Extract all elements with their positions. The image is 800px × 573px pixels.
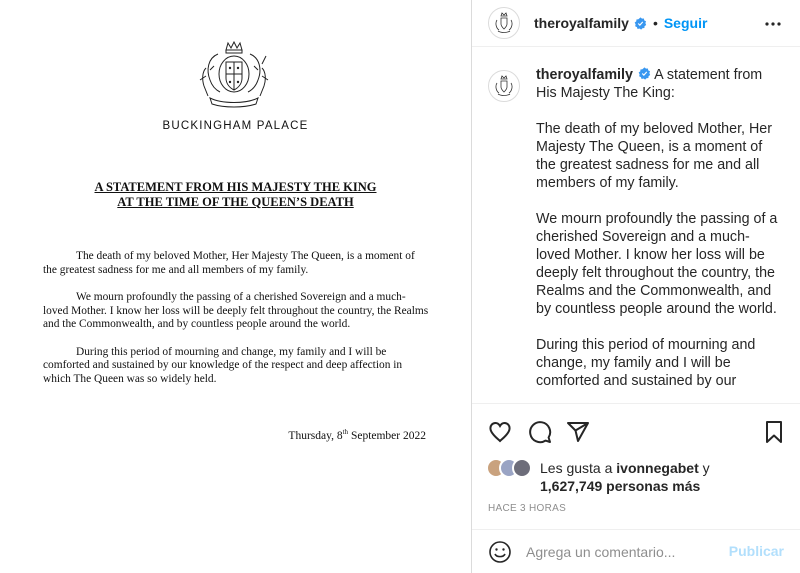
- caption-paragraph: We mourn profoundly the passing of a cherished Sovereign and a much-loved Mother. I know her loss will be deeply felt throughout the country, the Realms and the Commonwealth, and by countless people around the world.: [536, 211, 778, 317]
- caption-text: [536, 66, 781, 404]
- post-caption: [488, 66, 788, 404]
- header-username[interactable]: theroyalfamily: [534, 15, 629, 31]
- comment-icon[interactable]: [528, 420, 552, 444]
- likes-prefix: Les gusta a: [540, 460, 617, 476]
- caption-paragraph: The death of my beloved Mother, Her Majesty The Queen, is a moment of the greatest sadness for me and all members of my family.: [536, 121, 773, 191]
- post-side-panel: [472, 0, 800, 573]
- letter-date-rest: September 2022: [348, 429, 426, 442]
- caption-paragraph: During this period of mourning and change, my family and I will be comforted and sustained by our: [536, 337, 756, 389]
- letter-date: [288, 428, 426, 442]
- letter-title: [0, 180, 471, 210]
- caption-intro-text: A statement from His Majesty The King:: [536, 67, 763, 101]
- heart-icon[interactable]: [488, 420, 512, 444]
- letter-paragraph: During this period of mourning and change, my family and I will be comforted and sustained by our knowledge of the respect and deep affection in which The Queen was so widely held.: [43, 345, 403, 385]
- caption-avatar[interactable]: [488, 70, 520, 102]
- separator-dot: •: [652, 15, 658, 31]
- liker-username[interactable]: ivonnegabet: [616, 460, 699, 476]
- letter-paragraph: The death of my beloved Mother, Her Majesty The Queen, is a moment of the greatest sadness for me and all members of my family.: [43, 250, 415, 276]
- action-bar: [472, 403, 800, 459]
- verified-badge-icon: [638, 67, 651, 80]
- letter-paragraph: We mourn profoundly the passing of a cherished Sovereign and a much-loved Mother. I know her loss will be deeply felt throughout the country, the Realms and the Commonwealth, and by countless people around the world.: [43, 291, 429, 330]
- more-options-icon[interactable]: [764, 15, 782, 33]
- likes-suffix: y: [698, 460, 710, 476]
- post-header: [472, 0, 800, 47]
- royal-crest-icon: [492, 11, 516, 35]
- emoji-icon[interactable]: [488, 540, 512, 564]
- likes-text: [540, 460, 710, 476]
- royal-crest-icon: [492, 74, 516, 98]
- verified-badge-icon: [634, 17, 647, 30]
- likes-count[interactable]: 1,627,749 personas más: [540, 478, 701, 494]
- liker-avatars[interactable]: [486, 458, 542, 478]
- letter-date-suffix: th: [342, 428, 349, 436]
- publish-button[interactable]: Publicar: [728, 543, 784, 559]
- comment-input[interactable]: [526, 544, 726, 560]
- letter-title-line-1: A STATEMENT FROM HIS MAJESTY THE KING: [94, 180, 377, 194]
- letter-body: [43, 250, 429, 400]
- avatar: [512, 458, 532, 478]
- caption-username[interactable]: theroyalfamily: [536, 67, 633, 83]
- follow-button[interactable]: Seguir: [663, 15, 708, 31]
- post-timestamp[interactable]: HACE 3 HORAS: [488, 503, 567, 514]
- letterhead: BUCKINGHAM PALACE: [162, 120, 309, 132]
- letter-date-day: Thursday, 8: [288, 429, 343, 442]
- likes-section: [486, 456, 786, 496]
- caption-intro: [536, 66, 781, 102]
- share-icon[interactable]: [566, 420, 590, 444]
- royal-crest-icon: [196, 40, 272, 110]
- comment-bar: [472, 529, 800, 573]
- avatar[interactable]: [488, 7, 520, 39]
- bookmark-icon[interactable]: [762, 420, 786, 444]
- letter-title-line-2: AT THE TIME OF THE QUEEN’S DEATH: [117, 195, 354, 209]
